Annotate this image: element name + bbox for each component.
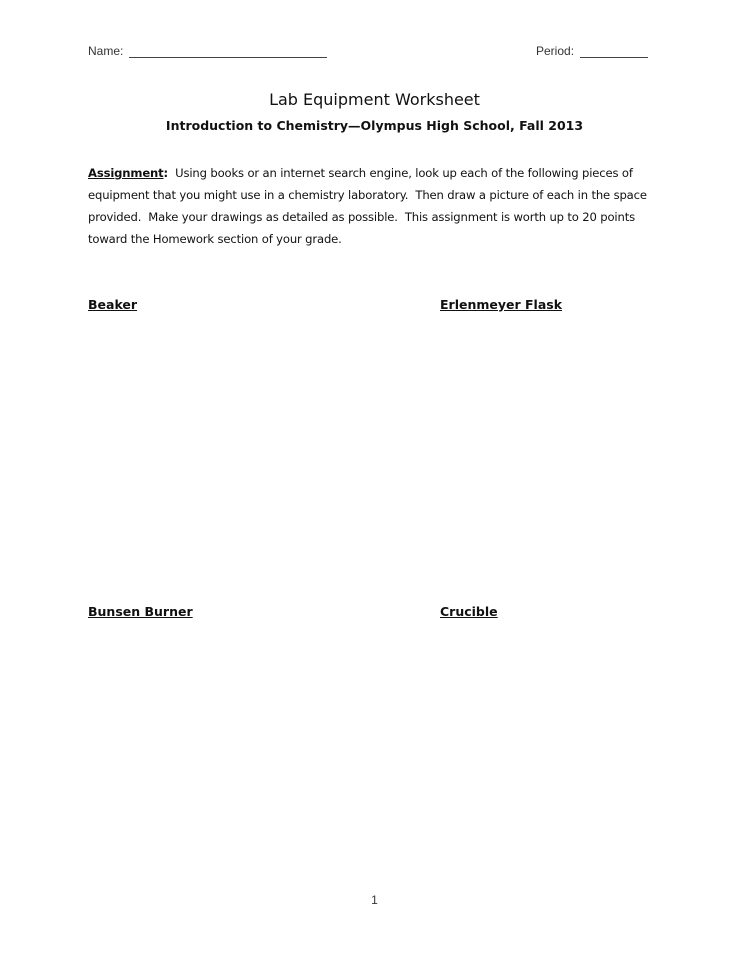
period-blank-line[interactable] <box>580 45 648 58</box>
assignment-paragraph <box>88 162 673 250</box>
assignment-text: Using books or an internet search engine, look up each of the following pieces of equipment that you might use in a chemistry laboratory. Then draw a picture of each in the space provided. Make your drawings as detailed as possible. This assignment is worth up to 20 points toward the Homework section of your grade. <box>88 166 651 246</box>
name-field[interactable] <box>88 44 327 58</box>
assignment-colon: : <box>163 166 169 180</box>
item-bunsen-burner-heading: Bunsen Burner <box>88 604 193 619</box>
page-title: Lab Equipment Worksheet <box>269 90 480 109</box>
item-beaker-heading: Beaker <box>88 297 138 312</box>
page-subtitle: Introduction to Chemistry—Olympus High School, Fall 2013 <box>165 118 584 133</box>
period-label: Period: <box>536 44 575 58</box>
item-erlenmeyer-flask-heading: Erlenmeyer Flask <box>440 297 563 312</box>
name-label: Name: <box>88 44 124 58</box>
name-blank-line[interactable] <box>129 45 327 58</box>
assignment-label: Assignment <box>88 166 164 180</box>
period-field[interactable] <box>536 44 648 58</box>
page-number: 1 <box>371 893 378 907</box>
item-crucible-heading: Crucible <box>440 604 498 619</box>
